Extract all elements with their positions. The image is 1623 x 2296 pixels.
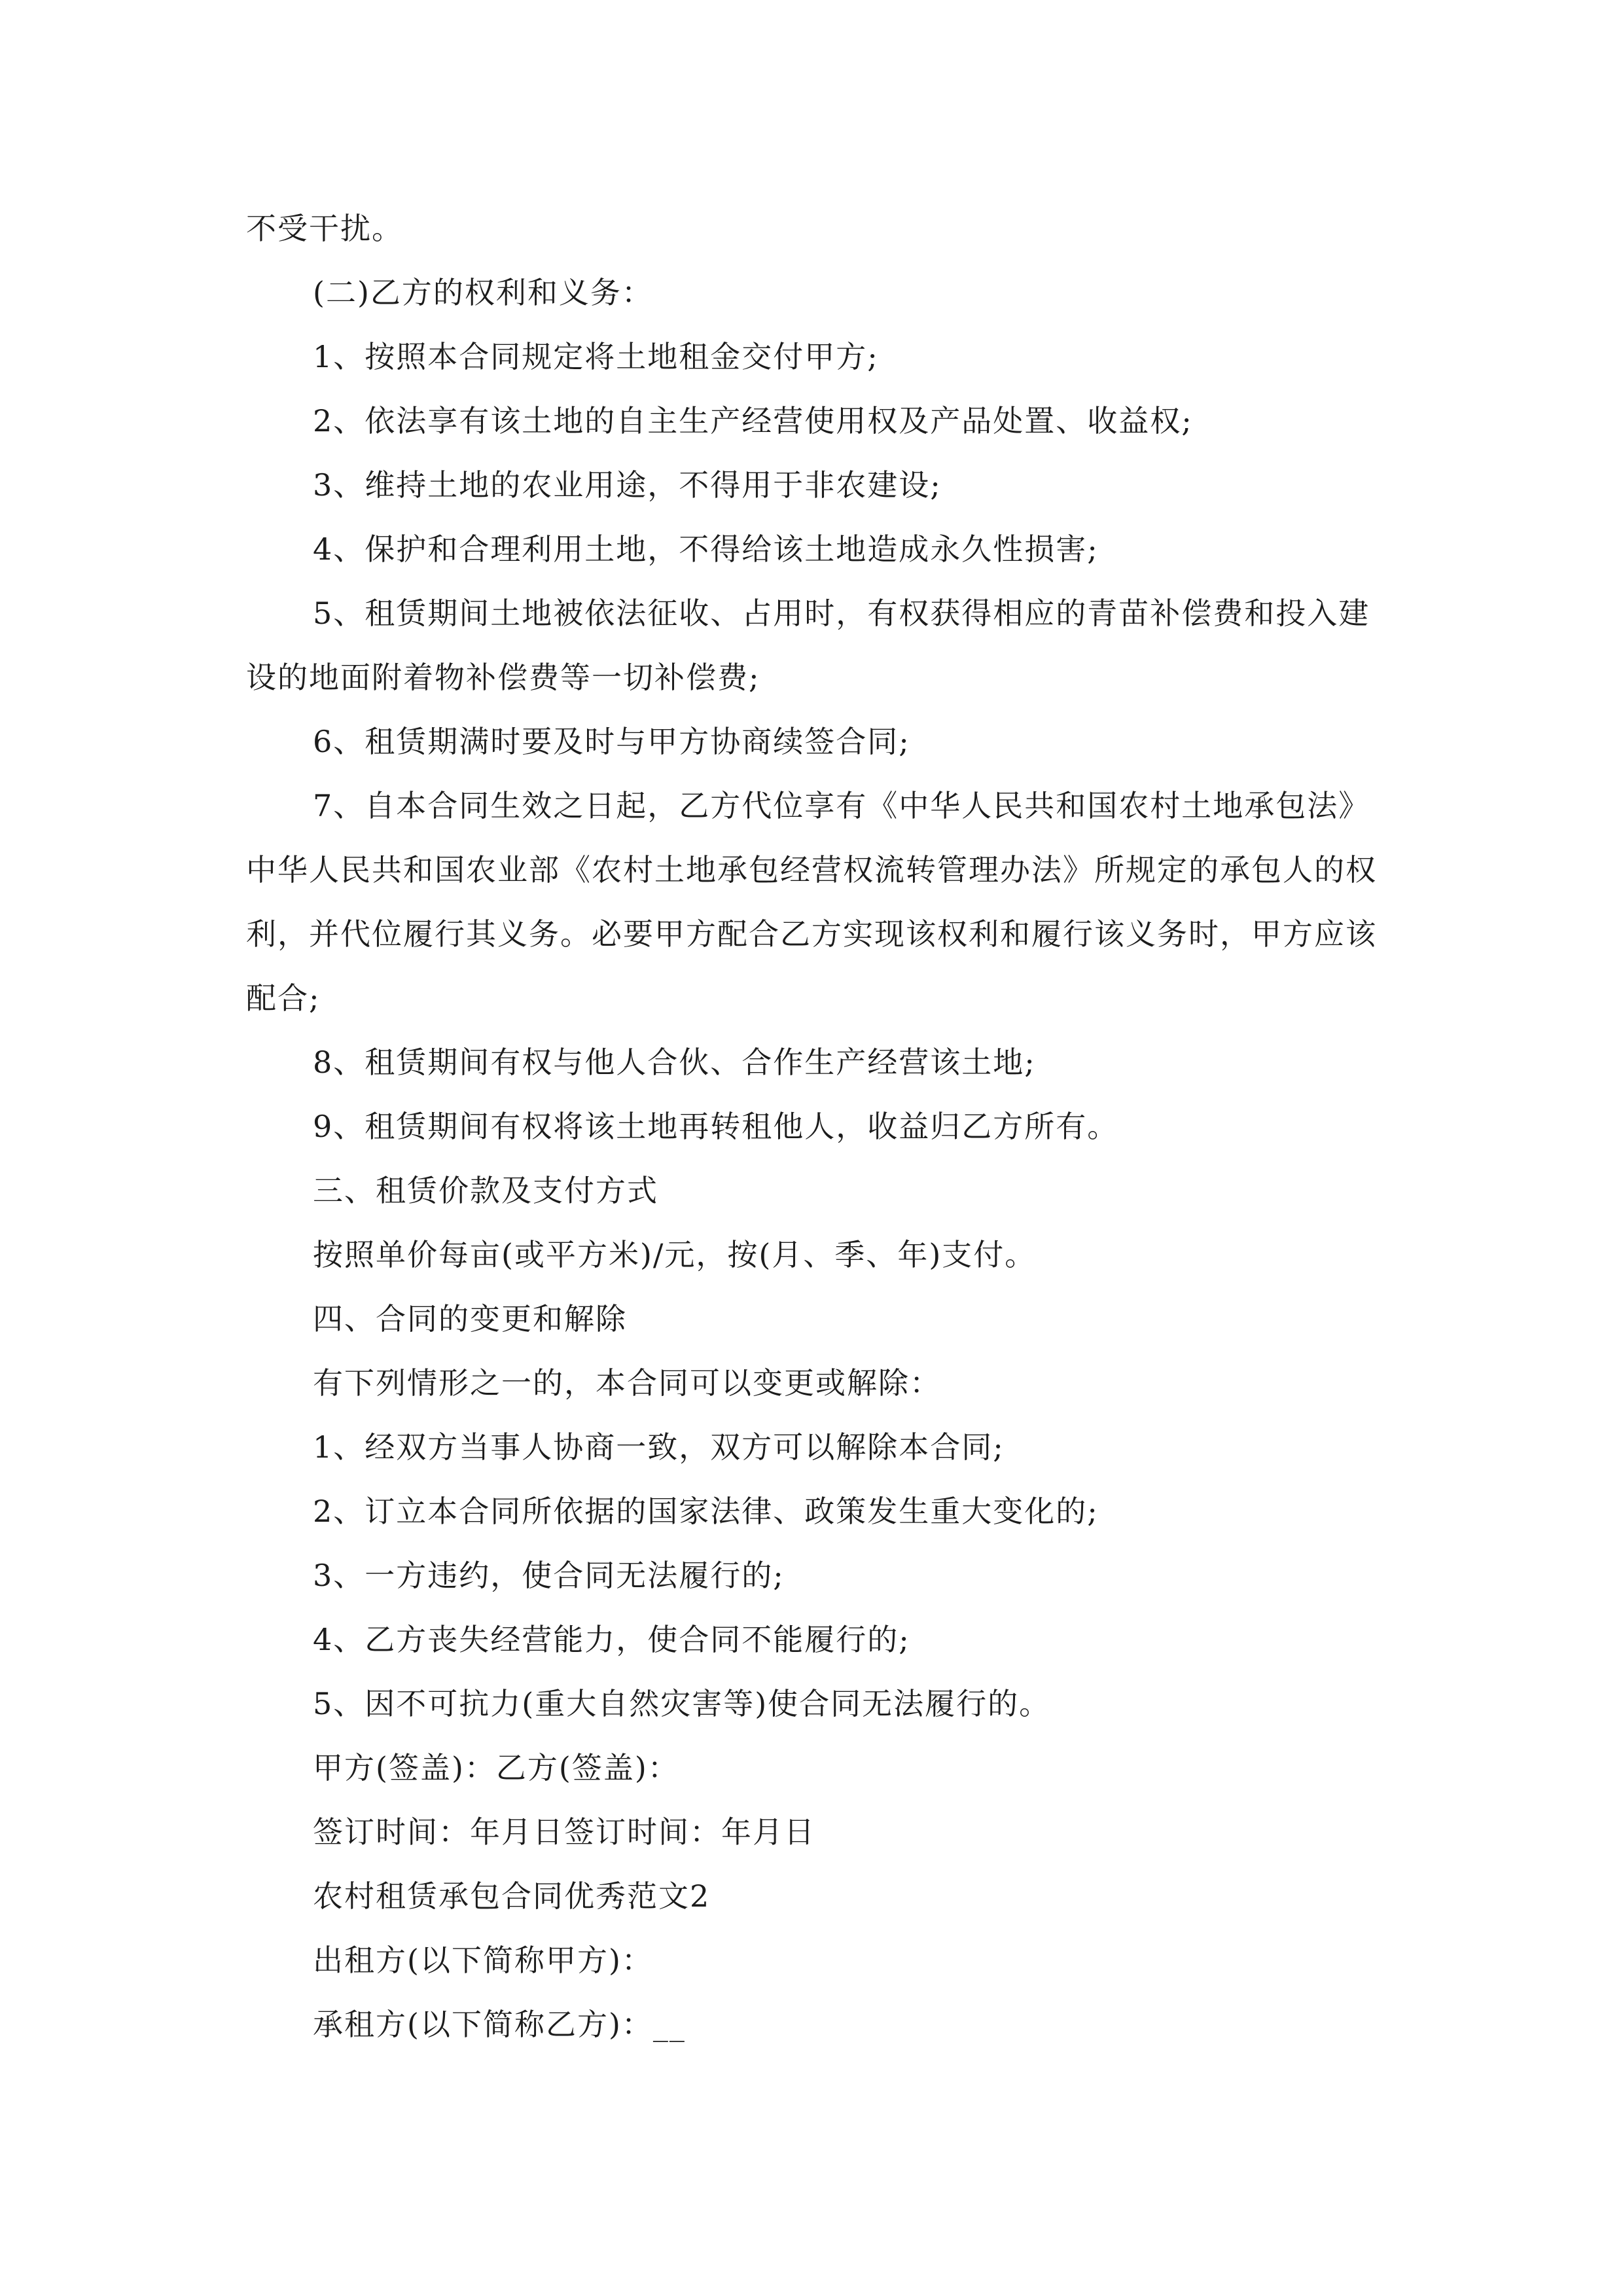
paragraph-6: 4、保护和合理利用土地，不得给该土地造成永久性损害;	[313, 531, 1099, 567]
paragraph-8: 6、租赁期满时要及时与甲方协商续签合同;	[313, 724, 910, 759]
section-heading-3: 三、租赁价款及支付方式	[313, 1173, 658, 1208]
paragraph-19: 4、乙方丧失经营能力，使合同不能履行的;	[313, 1622, 910, 1657]
paragraph-1: 不受干扰。	[246, 211, 403, 246]
signing-date-line: 签订时间：年月日签订时间：年月日	[313, 1814, 815, 1850]
paragraph-11: 9、租赁期间有权将该土地再转租他人，收益归乙方所有。	[313, 1109, 1119, 1144]
paragraph-2: (二)乙方的权利和义务：	[313, 275, 653, 310]
paragraph-10: 8、租赁期间有权与他人合伙、合作生产经营该土地;	[313, 1045, 1036, 1080]
document-body	[246, 196, 1385, 2056]
paragraph-3: 1、按照本合同规定将土地租金交付甲方;	[313, 339, 879, 374]
paragraph-9: 7、自本合同生效之日起，乙方代位享有《中华人民共和国农村土地承包法》中华人民共和国农业部《农村土地承包经营权流转管理办法》所规定的承包人的权利，并代位履行其义务。必要甲方配合乙方实现该权利和履行该义务时，甲方应该配合;	[246, 788, 1377, 1016]
lessee-line: 承租方(以下简称乙方)：__	[313, 2007, 686, 2042]
paragraph-20: 5、因不可抗力(重大自然灾害等)使合同无法履行的。	[313, 1686, 1051, 1721]
paragraph-15: 有下列情形之一的，本合同可以变更或解除：	[313, 1365, 941, 1401]
document-subtitle: 农村租赁承包合同优秀范文2	[313, 1878, 711, 1914]
section-heading-4: 四、合同的变更和解除	[313, 1301, 627, 1336]
paragraph-4: 2、依法享有该土地的自主生产经营使用权及产品处置、收益权;	[313, 403, 1193, 439]
paragraph-5: 3、维持土地的农业用途，不得用于非农建设;	[313, 467, 942, 503]
signature-line: 甲方(签盖)：乙方(签盖)：	[313, 1750, 679, 1785]
paragraph-18: 3、一方违约，使合同无法履行的;	[313, 1558, 785, 1593]
paragraph-13: 按照单价每亩(或平方米)/元，按(月、季、年)支付。	[313, 1237, 1037, 1272]
lessor-line: 出租方(以下简称甲方)：	[313, 1943, 653, 1978]
paragraph-7: 5、租赁期间土地被依法征收、占用时，有权获得相应的青苗补偿费和投入建设的地面附着物补偿费等一切补偿费;	[246, 596, 1370, 695]
paragraph-17: 2、订立本合同所依据的国家法律、政策发生重大变化的;	[313, 1494, 1099, 1529]
paragraph-16: 1、经双方当事人协商一致，双方可以解除本合同;	[313, 1429, 1005, 1465]
